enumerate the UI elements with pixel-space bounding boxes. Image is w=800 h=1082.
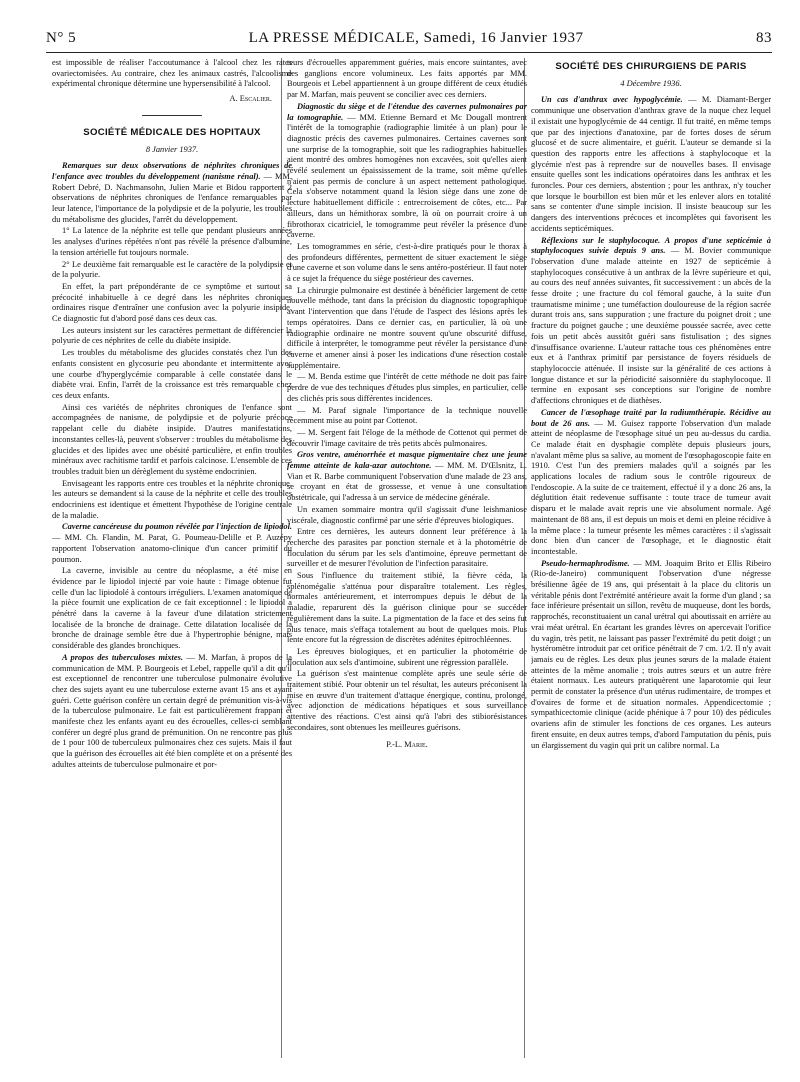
- session-date: 4 Décembre 1936.: [620, 78, 682, 88]
- page-number: 83: [755, 30, 772, 46]
- page-header: [46, 30, 772, 52]
- article-text: — MM. Ch. Flandin, M. Parat, G. Poumeau-Delille et P. Auzépy rapportent l'observation anatomo-clinique d'un cancer primitif du poumon.: [52, 533, 292, 564]
- paragraph: — M. Sergent fait l'éloge de la méthode de Cottenot qui permet de découvrir l'image cavitaire de très petits abcès pulmonaires.: [287, 427, 527, 448]
- article-text: — MM. M. D'Œlsnitz, L. Vian et R. Barbe communiquent l'observation d'une malade de 23 ans, se croyant en état de grossesse, et venue à une consultation obstétricale, qui l'adressa à un service de médecine générale.: [287, 461, 527, 503]
- article: [531, 559, 771, 752]
- article-title: Diagnostic du siège et de l'étendue des cavernes pulmonaires par la tomographie.: [287, 101, 527, 122]
- article-text: — M. Bovier communique l'observation d'une malade atteinte en 1927 de septicémie à staphylocoques consécutive à un anthrax de la lèvre supérieure et qui, au cours des neuf années suivantes, fit successivement : un abcès de la fesse droite ; une fracture du col fémoral gauche, à la suite d'un traumatisme minime ; une tuméfaction douloureuse de la région sacrée durant trois ans, sans suppuration ; une fracture du poignet droit ; une fracture du poignet gauche ; une deuxième poussée sacrée, avec cette fois un petit abcès aussitôt guéri sans fistulisation ; des signes d'insuffisance ovarienne. L'auteur rattache tous ces phénomènes entre eux et à l'anthrax primitif par persistance de foyers résiduels de staphylococcie atténuée. Il insiste sur la généralité de ces actions à longue distance et sur la périodicité saisonnière du staphylocoque. Il termine en exposant ses conceptions sur l'origine de nombre d'affections chroniques et de diathèses.: [531, 246, 771, 406]
- article-text: — MM. Robert Debré, D. Nachmansohn, Julien Marie et Bidou rapportent 2 observations de néphrites chroniques de l'enfance remarquables par leur latence, l'importance de la polydipsie et de la polyurie, les troubles du métabolisme des glucides, l'arrêt du développement.: [52, 171, 292, 224]
- paragraph: Ainsi ces variétés de néphrites chroniques de l'enfance sont accompagnées de nanisme, de polydipsie et de polyurie précoce rappelant celle du diabète insipide. D'autres manifestations, inconstantes celles-là, peuvent s'observer : troubles du métabolisme des glucides et des lipides avec une obésité particulière, et enfin troubles minéraux avec rachitisme tardif et parfois calcinose. L'ensemble de ces troubles traduit bien un dérèglement du système endocrinien.: [52, 402, 292, 476]
- header-rule: [46, 52, 772, 53]
- article: [531, 408, 771, 558]
- paragraph: — M. Paraf signale l'importance de la technique nouvelle récemment mise au point par Cottenot.: [287, 405, 527, 426]
- issue-number: N° 5: [46, 30, 77, 46]
- column-right: [531, 58, 771, 1063]
- paragraph: est impossible de réaliser l'accoutumance à l'alcool chez les rates ovariectomisées. Au contraire, chez les animaux castrés, l'alcoolisme expérimental chronique détermine une hypersensibilité à l'alcool.: [52, 58, 292, 89]
- article-text: — M. Marfan, à propos de la communication de MM. P. Bourgeois et Lebel, rappelle qu'il a dit qu'il est exceptionnel de rencontrer une tuberculose pulmonaire évolutive chez des sujets ayant eu une tuberculose externe avant 15 ans et ayant guéri. Cette guérison confère un certain degré de prémunition vis-à-vis de la tuberculose pulmonaire. Le fait est particulièrement frappant et manifeste chez les enfants ayant eu des écrouelles, celles-ci semblant conférer un degré plus grand de prémunition. On ne rencontre pas plus de 1 pour 100 de tuberculeux pulmonaires chez ces sujets. Mais il faut que la guérison des écrouelles ait été bien complète et on a présenté des adultes atteints de tuberculose pulmonaire et por-: [52, 652, 292, 769]
- column-left: [52, 58, 292, 1063]
- section-title: SOCIÉTÉ DES CHIRURGIENS DE PARIS: [555, 61, 747, 72]
- article: [531, 236, 771, 407]
- article: [52, 522, 292, 565]
- article-text: — M. Guisez rapporte l'observation d'un malade atteint de néoplasme de l'œsophage situé un peu au-dessus du cardia. Ce malade était en dysphagie complète depuis plusieurs jours, n'avalant même plus sa salive, au moment de l'œsophagoscopie faite en 1910. C'est l'un des premiers malades qu'il a soignés par les applications locales de radium sous le contrôle rigoureux de l'endoscopie. A la suite de ce traitement, effectué il y a donc 26 ans, la déglutition était redevenue suffisante : toute trace de tumeur avait disparu et le malade avait repris une vie absolument normale. Agé maintenant de 88 ans, il est depuis un mois et demi en pleine récidive à la même place : la tumeur présente les mêmes caractères : il s'agissait donc bien d'un cancer de l'œsophage, et le diagnostic était incontestable.: [531, 418, 771, 556]
- journal-title: LA PRESSE MÉDICALE, Samedi, 16 Janvier 1937: [248, 30, 584, 46]
- article: [287, 102, 527, 241]
- paragraph: teurs d'écrouelles apparemment guéries, mais encore suintantes, avec des ganglions encore volumineux. Les faits apportés par MM. Bourgeois et Lebel appartiennent à un groupe différent de ceux étudiés par M. Marfan, mais peuvent se concilier avec ces derniers.: [287, 58, 527, 100]
- article-text: — MM. Etienne Bernard et Mc Dougall montrent l'intérêt de la tomographie (radiographie limitée à un plan) pour le diagnostic précis des cavernes pulmonaires. Certaines cavernes sont une surprise de la tomographie, soit que les radiographies habituelles aient montré des ombres homogènes non excavées, soit qu'elles aient révélé seulement un épaississement de la trame, soit même qu'elles n'aient pas permis de conclure à un aspect nettement pathologique. Cela s'observe notamment quand la lésion siège dans une zone de lecture habituellement difficile : entrecroisement de côtes, etc... Par ailleurs, dans un hémithorax sombre, là où on pourrait croire à un fibrothorax cicatriciel, le tomogramme peut révéler la présence d'une caverne.: [287, 112, 527, 240]
- column-middle: [287, 58, 527, 1063]
- article-text: — M. Diamant-Berger communique une observation d'anthrax grave de la nuque chez lequel il existait une hypoglycémie de 44 centigr. Il fut traité, en même temps que par des injections d'anatoxine, par de fortes doses de sérum glucosé et de sucre alimentaire, et guérit. L'auteur se demande si la question des rapports entre les affections à staphylocoque et la glycémie n'est pas à reprendre sur de nouvelles bases. Il envisage ensuite quelles sont les indications opératoires dans les anthrax et les furoncles. Pour ces derniers, abstention ; pour les anthrax, n'y toucher que lorsque le bourbillon est bien mûr et les enlever alors en totalité sans se contenter d'une simple incision. Il insiste beaucoup sur les dangers des interventions précoces et incomplètes qui favorisent les accidents septicémiques.: [531, 95, 771, 233]
- article-title: Caverne cancéreuse du poumon révélée par l'injection de lipiodol.: [62, 522, 292, 532]
- article-title: A propos des tuberculoses mixtes.: [62, 652, 183, 662]
- signature: A. Escalier.: [229, 94, 272, 104]
- article: [287, 450, 527, 504]
- article-title: Réflexions sur le staphylocoque. A propos d'une septicémie à staphylocoques suivie depuis 9 ans.: [531, 235, 771, 256]
- paragraph: La guérison s'est maintenue complète après une seule série de traitement stibié. Pour obtenir un tel résultat, les auteurs préconisent la mise en œuvre d'un traitement d'attaque énergique, continu, prolongé, avec adjonction de médications hépatiques et sous surveillance attentive des réactions. C'est ainsi qu'à l'abri des stibiorésistances secondaires, sont obtenues les meilleures guérisons.: [287, 669, 527, 732]
- paragraph: Envisageant les rapports entre ces troubles et la néphrite chronique, les auteurs se demandent si la cause de la néphrite et celle des troubles endocriniens est identique et émettent l'hypothèse de l'origine centrale de la maladie.: [52, 478, 292, 520]
- article-title: Remarques sur deux observations de néphrites chroniques de l'enfance avec troubles du développement (nanisme rénal).: [52, 161, 292, 181]
- paragraph: Les troubles du métabolisme des glucides constatés chez l'un des enfants consistent en glycosurie peu abondante et intermittente avec une courbe d'hyperglycémie comparable à celle constatée dans le diabète vrai. Enfin, l'arrêt de la croissance est très remarquable chez ces deux enfants.: [52, 348, 292, 400]
- session-date: 8 Janvier 1937.: [145, 144, 199, 154]
- paragraph: Entre ces dernières, les auteurs donnent leur préférence à la recherche des parasites par ponction sternale et à la photométrie de floculation du sérum par les sels d'antimoine, épreuve permettant de surveiller et de mesurer l'évolution de l'infection parasitaire.: [287, 527, 527, 569]
- paragraph: — M. Benda estime que l'intérêt de cette méthode ne doit pas faire perdre de vue des techniques d'études plus simples, en particulier, celle des clichés pris sous différentes incidences.: [287, 372, 527, 403]
- article: [52, 653, 292, 771]
- paragraph: La chirurgie pulmonaire est destinée à bénéficier largement de cette nouvelle méthode, tant dans la précision du diagnostic topographique avant l'intervention que dans l'étude de l'aspect des lésions après les temps opératoires. Dans ce dernier cas, en particulier, là où une radiographie ordinaire ne montre souvent qu'une obscurité diffuse, difficile à interpréter, le tomogramme peut révéler la persistance d'une caverne et amener ainsi à poser les indications d'une résection costale supplémentaire.: [287, 285, 527, 370]
- article-title: Cancer de l'œsophage traité par la radiumthérapie. Récidive au bout de 26 ans.: [531, 407, 771, 428]
- paragraph: Un examen sommaire montra qu'il s'agissait d'une leishmaniose viscérale, diagnostic confirmé par une série d'épreuves biologiques.: [287, 504, 527, 525]
- article-title: Pseudo-hermaphrodisme.: [541, 558, 630, 568]
- paragraph: En effet, la part prépondérante de ce symptôme et surtout sa précocité inhabituelle à ce degré dans les néphrites chroniques ordinaires risque d'entraîner une confusion avec la polyurie insipide. Ce diagnostic fut d'abord posé dans ces deux cas.: [52, 281, 292, 324]
- signature: P.-L. Marie.: [386, 739, 428, 749]
- article: [52, 161, 292, 225]
- paragraph: La caverne, invisible au centre du néoplasme, a été mise en évidence par le lipiodol injecté par voie haute : l'image obtenue fut celle d'un lac lipiodolé à contours irréguliers. L'examen anatomique de la pièce fournit une explication de ce fait exceptionnel : le lipiodol a pénétré dans la caverne à la faveur d'une dilatation strictement localisée de la bronche de drainage. Cette dilatation localisée de la bronche de drainage semble être due à l'hypertrophie bénigne, mais considérable des glandes bronchiques.: [52, 566, 292, 651]
- paragraph: 2° Le deuxième fait remarquable est le caractère de la polydipsie et de la polyurie.: [52, 259, 292, 280]
- paragraph: 1° La latence de la néphrite est telle que pendant plusieurs années les analyses d'urines répétées n'ont pas révélé la présence d'albumine, la tension artérielle fut toujours normale.: [52, 226, 292, 257]
- paragraph: Les épreuves biologiques, et en particulier la photométrie de floculation aux sels d'antimoine, subirent une régression parallèle.: [287, 646, 527, 667]
- article-title: Un cas d'anthrax avec hypoglycémie.: [541, 95, 683, 105]
- section-title: SOCIÉTÉ MÉDICALE DES HOPITAUX: [83, 126, 261, 138]
- article-text: — MM. Joaquim Brito et Ellis Ribeiro (Rio-de-Janeiro) communiquent l'observation d'une négresse brésilienne âgée de 19 ans, qui présentait à la place du clitoris un véritable pénis dont l'extrémité antérieure avait la forme d'un gland ; sa face inférieure présentait un sillon, revêtu de muqueuse, dont les bords, rapprochés, reconstituaient un canal urétral qui aboutissait en arrière au vrai méat urétral. En écartant les grandes lèvres on apercevait l'orifice du vagin, très petit, ne laissant pas passer l'extrémité du petit doigt ; un hystéromètre introduit par cet orifice pénétrait de 7 cm. 1/2. Il n'y avait jamais eu de règles. Les deux plus jeunes sœurs de la malade étaient atteintes de la même anomalie ; trois autres sœurs et un autre frère étaient normaux. Les auteurs pratiquèrent une laparotomie qui leur permit de constater la présence d'un utérus rudimentaire, de trompes et d'ovaires de forme et de situation normales. Appendicectomie ; sympathicectomie clinique (acide phénique à 7 pour 10) des pédicules ovariens afin de stimuler les fonctions de ces organes. Les auteurs firent ensuite, en deux autres temps, d'abord l'amputation du pénis, puis un élargissement du vagin qui prit un calibre normal. La: [531, 558, 771, 750]
- separator-rule: [142, 115, 202, 116]
- article-title: Gros ventre, aménorrhée et masque pigmentaire chez une jeune femme atteinte de kala-azar autochtone.: [287, 450, 527, 471]
- paragraph: Sous l'influence du traitement stibié, la fièvre céda, la splénomégalie s'atténua pour disparaître totalement. Les règles, normales antérieurement, et interrompues depuis le début de la maladie, reparurent dès la guérison clinique pour se succéder régulièrement dans la suite. La pigmentation de la face et des seins fut plus tenace, mais s'effaça totalement au bout de quelques mois. Plus lente encore fut la régression de discrètes adénites épitrochléennes.: [287, 571, 527, 645]
- paragraph: Les auteurs insistent sur les caractères permettant de différencier la polyurie de ces néphrites de celle du diabète insipide.: [52, 325, 292, 346]
- article: [531, 95, 771, 234]
- paragraph: Les tomogrammes en série, c'est-à-dire pratiqués pour le thorax à des profondeurs différentes, permettent de situer exactement le siège d'une caverne et son volume dans le sens antéro-postérieur. Il faut noter à ce sujet la fréquence du siège postérieur des cavernes.: [287, 241, 527, 284]
